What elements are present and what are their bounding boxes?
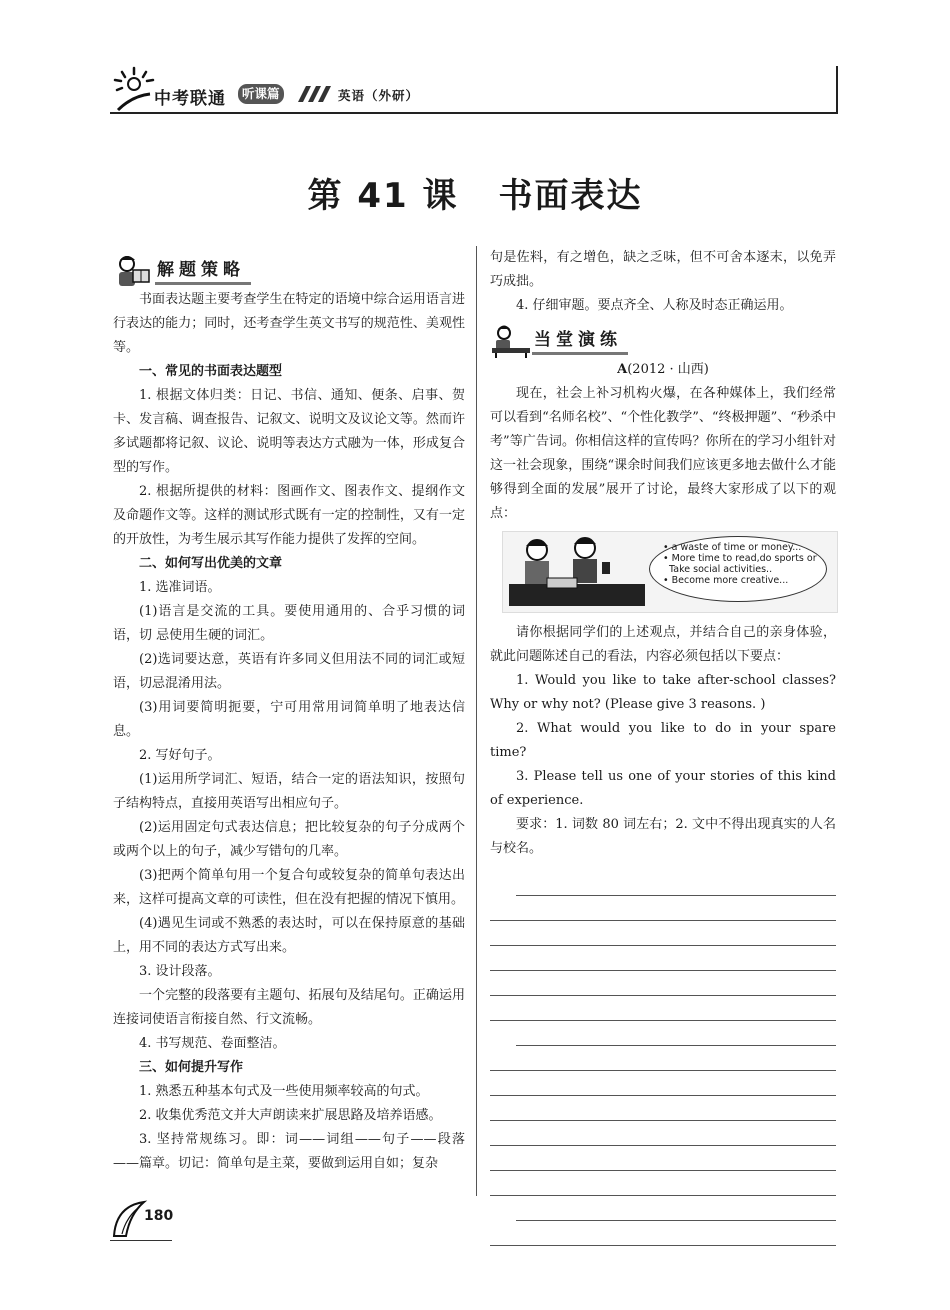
- student-reading-icon: [113, 254, 155, 288]
- page-number-rule: [110, 1240, 172, 1241]
- students-discussion-icon: [507, 534, 647, 610]
- opinion-bubble-list: [663, 542, 817, 586]
- list-item: 1. 选准词语。: [139, 580, 221, 595]
- writing-line[interactable]: [490, 1121, 836, 1146]
- requirements: 要求：1. 词数 80 词左右；2. 文中不得出现真实的人名与校名。: [490, 817, 836, 856]
- section-heading-practice: [490, 322, 836, 358]
- writing-line[interactable]: [490, 1146, 836, 1171]
- list-item: (1)语言是交流的工具。要使用通用的、合乎习惯的词语，切 忌使用生硬的词汇。: [113, 604, 465, 643]
- writing-line[interactable]: [490, 1096, 836, 1121]
- paragraph-continued: 句是佐料，有之增色，缺之乏味，但不可舍本逐末，以免弄巧成拙。: [490, 250, 836, 289]
- intro-paragraph: 书面表达题主要考查学生在特定的语境中综合运用语言进行表达的能力；同时，还考查学生英文书写的规范性、美观性等。: [113, 292, 465, 355]
- question-3: 3. Please tell us one of your stories of this kind of experience.: [490, 769, 836, 808]
- question-1: 1. Would you like to take after-school classes? Why or why not? (Please give 3 reasons. ): [490, 673, 836, 712]
- student-desk-icon: [490, 324, 532, 358]
- writing-line[interactable]: [490, 1221, 836, 1246]
- page-number-badge: [110, 1196, 190, 1248]
- header-vertical-rule: [836, 66, 838, 114]
- list-item: (2)运用固定句式表达信息；把比较复杂的句子分成两个或两个以上的句子，减少写错句的几率。: [113, 820, 465, 859]
- opinion-item: • a waste of time or money...: [663, 542, 802, 553]
- section-title-underline: [155, 282, 251, 285]
- writing-line[interactable]: [516, 1196, 836, 1221]
- section-title: 解题策略: [157, 260, 245, 280]
- list-item: 1. 熟悉五种基本句式及一些使用频率较高的句式。: [139, 1084, 429, 1099]
- subject-label: 英语（外研）: [338, 88, 420, 103]
- list-item: (1)运用所学词汇、短语，结合一定的语法知识，按照句子结构特点，直接用英语写出相应句子。: [113, 772, 465, 811]
- writing-line[interactable]: [490, 1046, 836, 1071]
- writing-line[interactable]: [490, 996, 836, 1021]
- section-title: 当堂演练: [534, 330, 622, 350]
- page-header: [110, 66, 838, 116]
- page-title: [0, 168, 950, 217]
- list-item: (2)选词要达意，英语有许多同义但用法不同的词汇或短语，切忌混淆用法。: [113, 652, 465, 691]
- writing-line[interactable]: [490, 1071, 836, 1096]
- writing-line[interactable]: [490, 896, 836, 921]
- subheading-improve: 三、如何提升写作: [139, 1060, 244, 1075]
- opinion-item: • Become more creative...: [663, 575, 789, 586]
- paragraph: 1. 根据文体归类：日记、书信、通知、便条、启事、贺卡、发言稿、调查报告、记叙文、说明文及议论文等。然而许多试题都将记叙、议论、说明等表达方式融为一体，形成复合型的写作。: [113, 388, 465, 475]
- task-heading: [490, 358, 836, 382]
- writing-line[interactable]: [490, 946, 836, 971]
- task-label: A: [617, 362, 628, 377]
- subheading-write-well: 二、如何写出优美的文章: [139, 556, 283, 571]
- right-column: [490, 246, 836, 1246]
- list-item: 4. 书写规范、卷面整洁。: [139, 1036, 286, 1051]
- writing-line[interactable]: [490, 921, 836, 946]
- discussion-illustration: [502, 531, 838, 613]
- subheading-types: 一、常见的书面表达题型: [139, 364, 283, 379]
- opinion-item: • More time to read,do sports or: [663, 553, 817, 564]
- list-item: 4. 仔细审题。要点齐全、人称及时态正确运用。: [516, 298, 793, 313]
- lesson-number: 第 41 课: [307, 176, 459, 216]
- page-number: 180: [144, 1208, 174, 1224]
- opinion-item: Take social activities..: [669, 564, 773, 575]
- list-item: 2. 收集优秀范文并大声朗读来扩展思路及培养语感。: [139, 1108, 442, 1123]
- writing-line[interactable]: [490, 971, 836, 996]
- section-title-underline: [532, 352, 628, 355]
- writing-line[interactable]: [516, 871, 836, 896]
- writing-lines[interactable]: [490, 871, 836, 1246]
- task-paragraph: 请你根据同学们的上述观点，并结合自己的亲身体验，就此问题陈述自己的看法，内容必须包括以下要点：: [490, 625, 836, 664]
- stripes-icon: [298, 86, 334, 102]
- list-item: 2. 写好句子。: [139, 748, 221, 763]
- lesson-topic: 书面表达: [498, 176, 643, 216]
- column-divider: [476, 246, 477, 1196]
- list-item: 一个完整的段落要有主题句、拓展句及结尾句。正确运用连接词使语言衔接自然、行文流畅。: [113, 988, 465, 1027]
- list-item: (4)遇见生词或不熟悉的表达时，可以在保持原意的基础上，用不同的表达方式写出来。: [113, 916, 465, 955]
- task-source: (2012 · 山西): [627, 362, 709, 377]
- writing-line[interactable]: [490, 1171, 836, 1196]
- list-item: (3)用词要简明扼要，宁可用常用词简单明了地表达信息。: [113, 700, 465, 739]
- list-item: 3. 设计段落。: [139, 964, 221, 979]
- brand-name: 中考联通: [154, 89, 226, 109]
- section-heading-strategy: [113, 252, 465, 288]
- paragraph: 2. 根据所提供的材料：图画作文、图表作文、提纲作文及命题作文等。这样的测试形式既有一定的控制性，又有一定的开放性，为考生展示其写作能力提供了发挥的空间。: [113, 484, 465, 547]
- list-item: 3. 坚持常规练习。即：词——词组——句子——段落——篇章。切记：简单句是主菜，要做到运用自如；复杂: [113, 1132, 465, 1171]
- left-column: [113, 252, 465, 1176]
- header-rule: [110, 112, 838, 114]
- series-tag: 听课篇: [238, 84, 284, 104]
- writing-line[interactable]: [516, 1021, 836, 1046]
- task-paragraph: 现在，社会上补习机构火爆，在各种媒体上，我们经常可以看到“名师名校”、“个性化教学”、“终极押题”、“秒杀中考”等广告词。你相信这样的宣传吗？你所在的学习小组针对这一社会现象，围绕“课余时间我们应该更多地去做什么才能够得到全面的发展”展开了讨论，最终大家形成了以下的观点：: [490, 386, 836, 521]
- question-2: 2. What would you like to do in your spare time?: [490, 721, 836, 760]
- list-item: (3)把两个简单句用一个复合句或较复杂的简单句表达出来，这样可提高文章的可读性，但在没有把握的情况下慎用。: [113, 868, 465, 907]
